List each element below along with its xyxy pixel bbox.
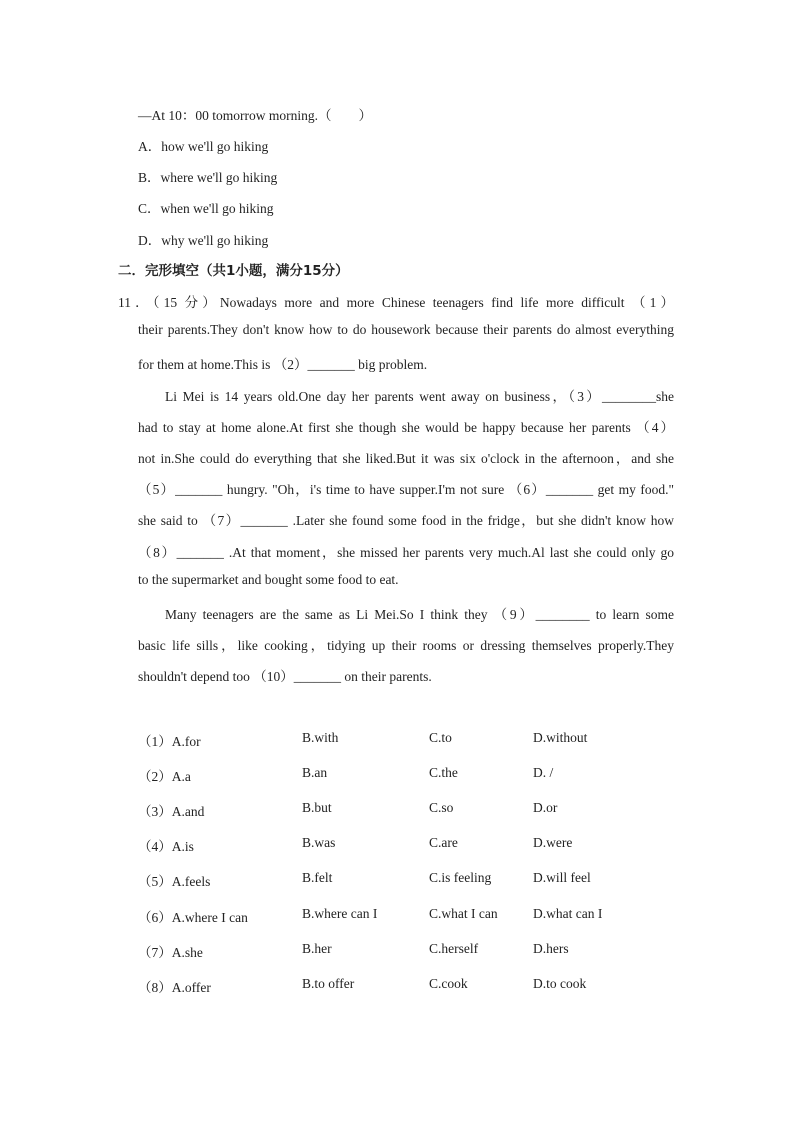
option-cell: D.hers <box>533 941 569 956</box>
option-b: B．where we'll go hiking <box>138 170 278 185</box>
option-c: C．when we'll go hiking <box>138 201 274 216</box>
option-cell: （5）A.feels <box>138 874 211 889</box>
passage-line: basic life sills，like cooking，tidying up their rooms or dressing themselves properly.They <box>138 638 674 653</box>
option-cell: B.felt <box>302 870 333 885</box>
option-cell: C.to <box>429 730 452 745</box>
option-cell: C.what I can <box>429 906 498 921</box>
option-cell: （6）A.where I can <box>138 910 248 925</box>
option-cell: B.was <box>302 835 336 850</box>
option-cell: B.her <box>302 941 332 956</box>
option-cell: （7）A.she <box>138 945 203 960</box>
section-heading: 二．完形填空（共1小题，满分15分） <box>118 263 349 279</box>
option-cell: D.to cook <box>533 976 587 991</box>
option-cell: （4）A.is <box>138 839 194 854</box>
option-cell: B.but <box>302 800 332 815</box>
passage-line: for them at home.This is （2）_______ big problem. <box>138 357 428 372</box>
option-cell: B.an <box>302 765 328 780</box>
option-cell: B.to offer <box>302 976 355 991</box>
passage-line: Li Mei is 14 years old.One day her parents went away on business，（3）________she <box>165 389 674 404</box>
passage-line: not in.She could do everything that she liked.But it was six o'clock in the afternoon，and she <box>138 451 674 466</box>
passage-line: （8）_______ .At that moment，she missed her parents very much.Al last she could only go <box>138 545 674 560</box>
option-cell: C.the <box>429 765 458 780</box>
option-cell: D.without <box>533 730 588 745</box>
option-cell: （1）A.for <box>138 734 201 749</box>
option-cell: D.or <box>533 800 558 815</box>
option-cell: D.what can I <box>533 906 603 921</box>
option-cell: C.cook <box>429 976 468 991</box>
option-cell: C.so <box>429 800 454 815</box>
option-a: A．how we'll go hiking <box>138 139 269 154</box>
option-d: D．why we'll go hiking <box>138 233 269 248</box>
answer-line: —At 10：00 tomorrow morning.（ ） <box>138 108 372 123</box>
option-cell: D.were <box>533 835 573 850</box>
option-cell: B.where can I <box>302 906 378 921</box>
option-cell: D.will feel <box>533 870 591 885</box>
passage-line: （5）_______ hungry. "Oh，i's time to have supper.I'm not sure （6）_______ get my food." <box>138 482 674 497</box>
option-cell: C.is feeling <box>429 870 492 885</box>
passage-line: their parents.They don't know how to do housework because their parents do almost everything <box>138 322 674 337</box>
passage-line: 11．（15 分）Nowadays more and more Chinese teenagers find life more difficult （1） <box>118 295 674 310</box>
option-cell: D. / <box>533 765 554 780</box>
passage-line: Many teenagers are the same as Li Mei.So I think they （9）________ to learn some <box>165 607 674 622</box>
passage-line: shouldn't depend too （10）_______ on their parents. <box>138 669 432 684</box>
option-cell: （3）A.and <box>138 804 205 819</box>
passage-line: she said to （7）_______ .Later she found some food in the fridge，but she didn't know how <box>138 513 674 528</box>
passage-line: had to stay at home alone.At first she though she would be happy because her parents （4） <box>138 420 674 435</box>
option-cell: C.are <box>429 835 458 850</box>
option-cell: （8）A.offer <box>138 980 211 995</box>
option-cell: （2）A.a <box>138 769 191 784</box>
option-cell: C.herself <box>429 941 479 956</box>
passage-line: to the supermarket and bought some food to eat. <box>138 572 399 587</box>
option-cell: B.with <box>302 730 339 745</box>
